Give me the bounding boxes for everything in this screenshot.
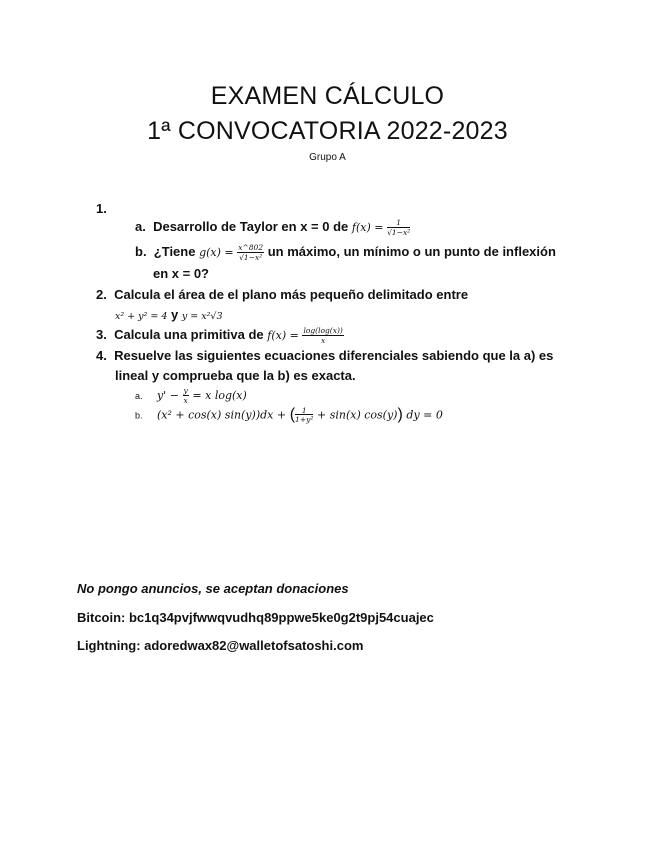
question-3-lhs: f(x) = xyxy=(267,329,299,342)
question-1b xyxy=(135,244,556,261)
question-3-frac-num: log(log(x)) xyxy=(303,326,343,336)
question-3-frac-den: x xyxy=(321,335,326,345)
question-1b-frac-den: √1−x² xyxy=(239,252,263,262)
question-1b-text-end: un máximo, un mínimo o un punto de inflexión xyxy=(267,244,556,259)
question-1b-frac-num: x^802 xyxy=(238,243,264,253)
question-1a xyxy=(135,219,410,236)
bitcoin-address: Bitcoin: bc1q34pvjfwwqvudhq89ppwe5ke0g2t9pj54cuajec xyxy=(77,610,434,625)
question-4b-frac-num: 1 xyxy=(295,407,313,416)
question-4a-frac-den: x xyxy=(183,395,188,405)
question-1-number: 1. xyxy=(96,201,107,216)
question-3-number: 3. xyxy=(96,327,107,342)
question-1b-lhs: g(x) = xyxy=(199,246,234,259)
question-3 xyxy=(96,327,344,344)
question-4b-part3: dy = 0 xyxy=(406,408,443,422)
question-2-number: 2. xyxy=(96,287,107,302)
question-4b-fraction xyxy=(295,407,313,424)
question-4a-frac-num: y xyxy=(183,386,188,396)
question-4a-lhs: y' − xyxy=(156,389,179,402)
question-4a-marker: a. xyxy=(135,391,143,401)
question-1b-marker: b. xyxy=(135,244,147,259)
exam-title: EXAMEN CÁLCULO xyxy=(210,82,445,110)
question-3-fraction xyxy=(302,327,343,344)
lightning-address: Lightning: adoredwax82@walletofsatoshi.com xyxy=(77,638,364,653)
question-4-text-line1: Resuelve las siguientes ecuaciones diferenciales sabiendo que la a) es xyxy=(114,348,554,363)
question-1a-frac-num: 1 xyxy=(387,219,410,228)
question-3-text: Calcula una primitiva de xyxy=(114,327,264,342)
question-1a-fraction xyxy=(387,219,410,236)
question-4a-rhs: = x log(x) xyxy=(192,389,247,402)
question-4a xyxy=(135,387,247,404)
question-2 xyxy=(96,287,468,302)
question-4b-part2: + sin(x) cos(y) xyxy=(316,408,398,422)
question-4 xyxy=(96,348,553,363)
question-4b-marker: b. xyxy=(135,410,143,421)
question-4b xyxy=(135,406,443,424)
question-4-number: 4. xyxy=(96,348,107,363)
question-2-math-circle: x² + y² = 4 xyxy=(115,311,168,322)
question-1a-marker: a. xyxy=(135,219,146,234)
group-label: Grupo A xyxy=(309,152,346,163)
donation-note: No pongo anuncios, se aceptan donaciones xyxy=(77,581,349,596)
question-2-equations xyxy=(115,307,223,322)
question-4b-part1: (x² + cos(x) sin(y))dx + xyxy=(156,408,287,422)
question-4b-close-paren: ) xyxy=(397,406,403,423)
question-1b-line2: en x = 0? xyxy=(153,266,209,281)
question-2-math-parabola: y = x²√3 xyxy=(181,311,223,322)
question-2-and: y xyxy=(171,307,179,322)
question-1a-frac-den: √1−x² xyxy=(387,227,411,237)
question-4a-fraction xyxy=(183,387,189,404)
question-1b-fraction xyxy=(237,244,264,261)
question-4b-open-paren: ( xyxy=(289,406,296,423)
question-1a-lhs: f(x) = xyxy=(351,221,384,234)
exam-subtitle: 1ª CONVOCATORIA 2022-2023 xyxy=(147,117,508,145)
question-1b-text-start: ¿Tiene xyxy=(153,244,196,259)
question-2-text: Calcula el área de el plano más pequeño delimitado entre xyxy=(114,287,469,302)
question-4-text-line2: lineal y comprueba que la b) es exacta. xyxy=(115,368,356,383)
question-1a-text: Desarrollo de Taylor en x = 0 de xyxy=(153,219,349,234)
question-4b-frac-den: 1+y² xyxy=(295,415,314,424)
